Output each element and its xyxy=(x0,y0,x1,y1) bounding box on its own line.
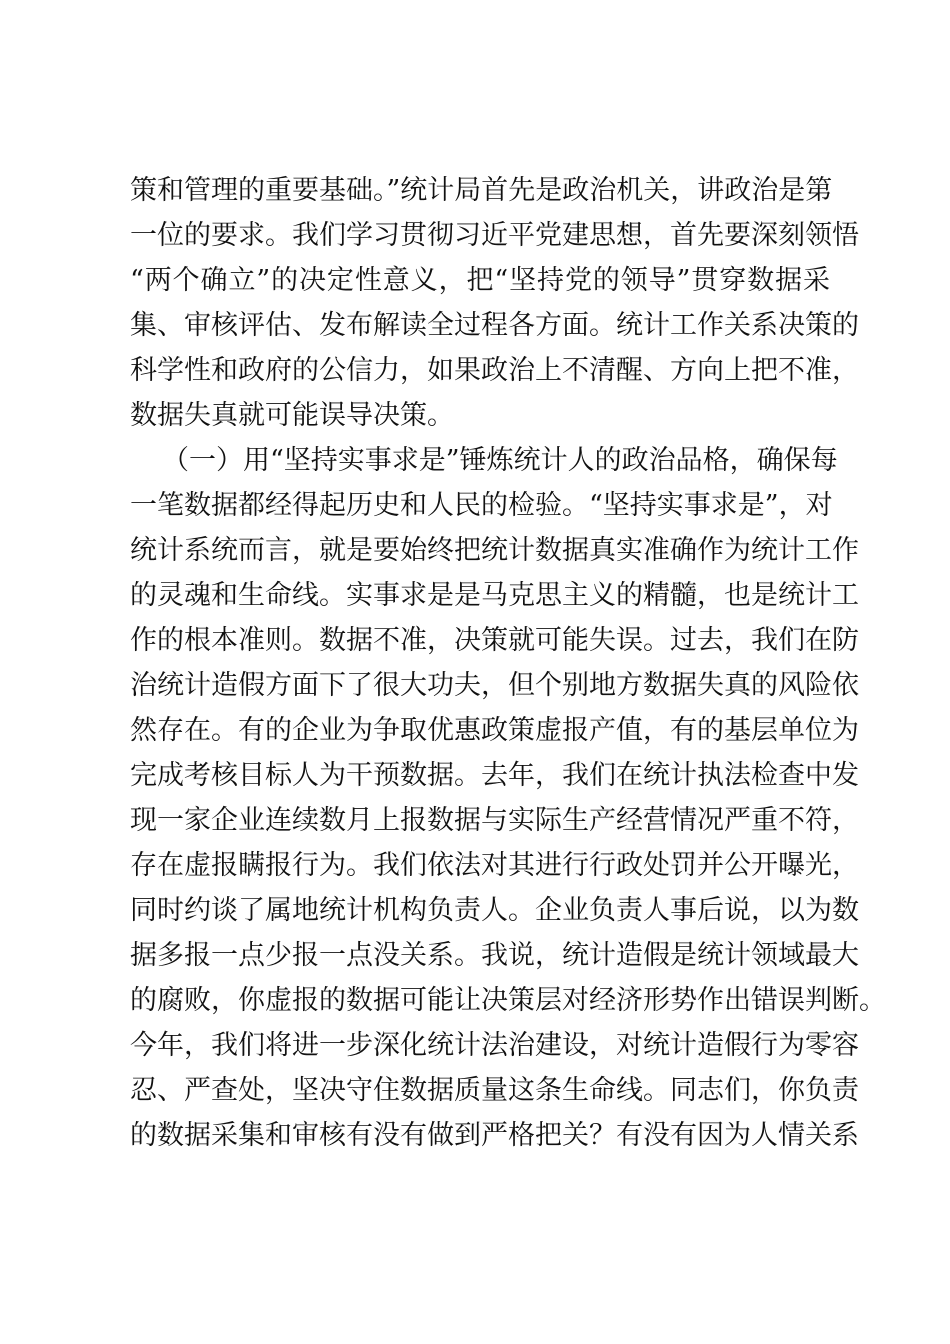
paragraph-1 xyxy=(130,168,859,438)
text-line: 的灵魂和生命线。实事求是是马克思主义的精髓，也是统计工 xyxy=(130,580,859,611)
text-line: 策和管理的重要基础。”统计局首先是政治机关，讲政治是第 xyxy=(130,175,833,206)
section-heading-line: （一）用“坚持实事求是”锤炼统计人的政治品格，确保每 xyxy=(162,445,838,476)
text-line: 的腐败，你虚报的数据可能让决策层对经济形势作出错误判断。 xyxy=(130,985,886,1016)
text-line: “两个确立”的决定性意义，把“坚持党的领导”贯穿数据采 xyxy=(130,265,830,296)
body-text xyxy=(130,168,886,1158)
text-line: 科学性和政府的公信力，如果政治上不清醒、方向上把不准， xyxy=(130,355,859,386)
text-line: 集、审核评估、发布解读全过程各方面。统计工作关系决策的 xyxy=(130,310,859,341)
text-line: 忍、严查处，坚决守住数据质量这条生命线。同志们，你负责 xyxy=(130,1075,859,1106)
paragraph-2 xyxy=(130,438,886,1158)
text-line: 统计系统而言，就是要始终把统计数据真实准确作为统计工作 xyxy=(130,535,859,566)
text-line: 一位的要求。我们学习贯彻习近平党建思想，首先要深刻领悟 xyxy=(130,220,859,251)
text-line: 同时约谈了属地统计机构负责人。企业负责人事后说，以为数 xyxy=(130,895,859,926)
text-line: 存在虚报瞒报行为。我们依法对其进行行政处罚并公开曝光， xyxy=(130,850,859,881)
text-line: 现一家企业连续数月上报数据与实际生产经营情况严重不符， xyxy=(130,805,859,836)
text-line: 今年，我们将进一步深化统计法治建设，对统计造假行为零容 xyxy=(130,1030,859,1061)
text-line: 数据失真就可能误导决策。 xyxy=(130,400,454,431)
text-line: 完成考核目标人为干预数据。去年，我们在统计执法检查中发 xyxy=(130,760,859,791)
text-line: 作的根本准则。数据不准，决策就可能失误。过去，我们在防 xyxy=(130,625,859,656)
text-line: 的数据采集和审核有没有做到严格把关？有没有因为人情关系 xyxy=(130,1120,859,1151)
text-line: 然存在。有的企业为争取优惠政策虚报产值，有的基层单位为 xyxy=(130,715,859,746)
text-line: 治统计造假方面下了很大功夫，但个别地方数据失真的风险依 xyxy=(130,670,859,701)
text-line: 据多报一点少报一点没关系。我说，统计造假是统计领域最大 xyxy=(130,940,859,971)
text-line: 一笔数据都经得起历史和人民的检验。“坚持实事求是”，对 xyxy=(130,490,833,521)
